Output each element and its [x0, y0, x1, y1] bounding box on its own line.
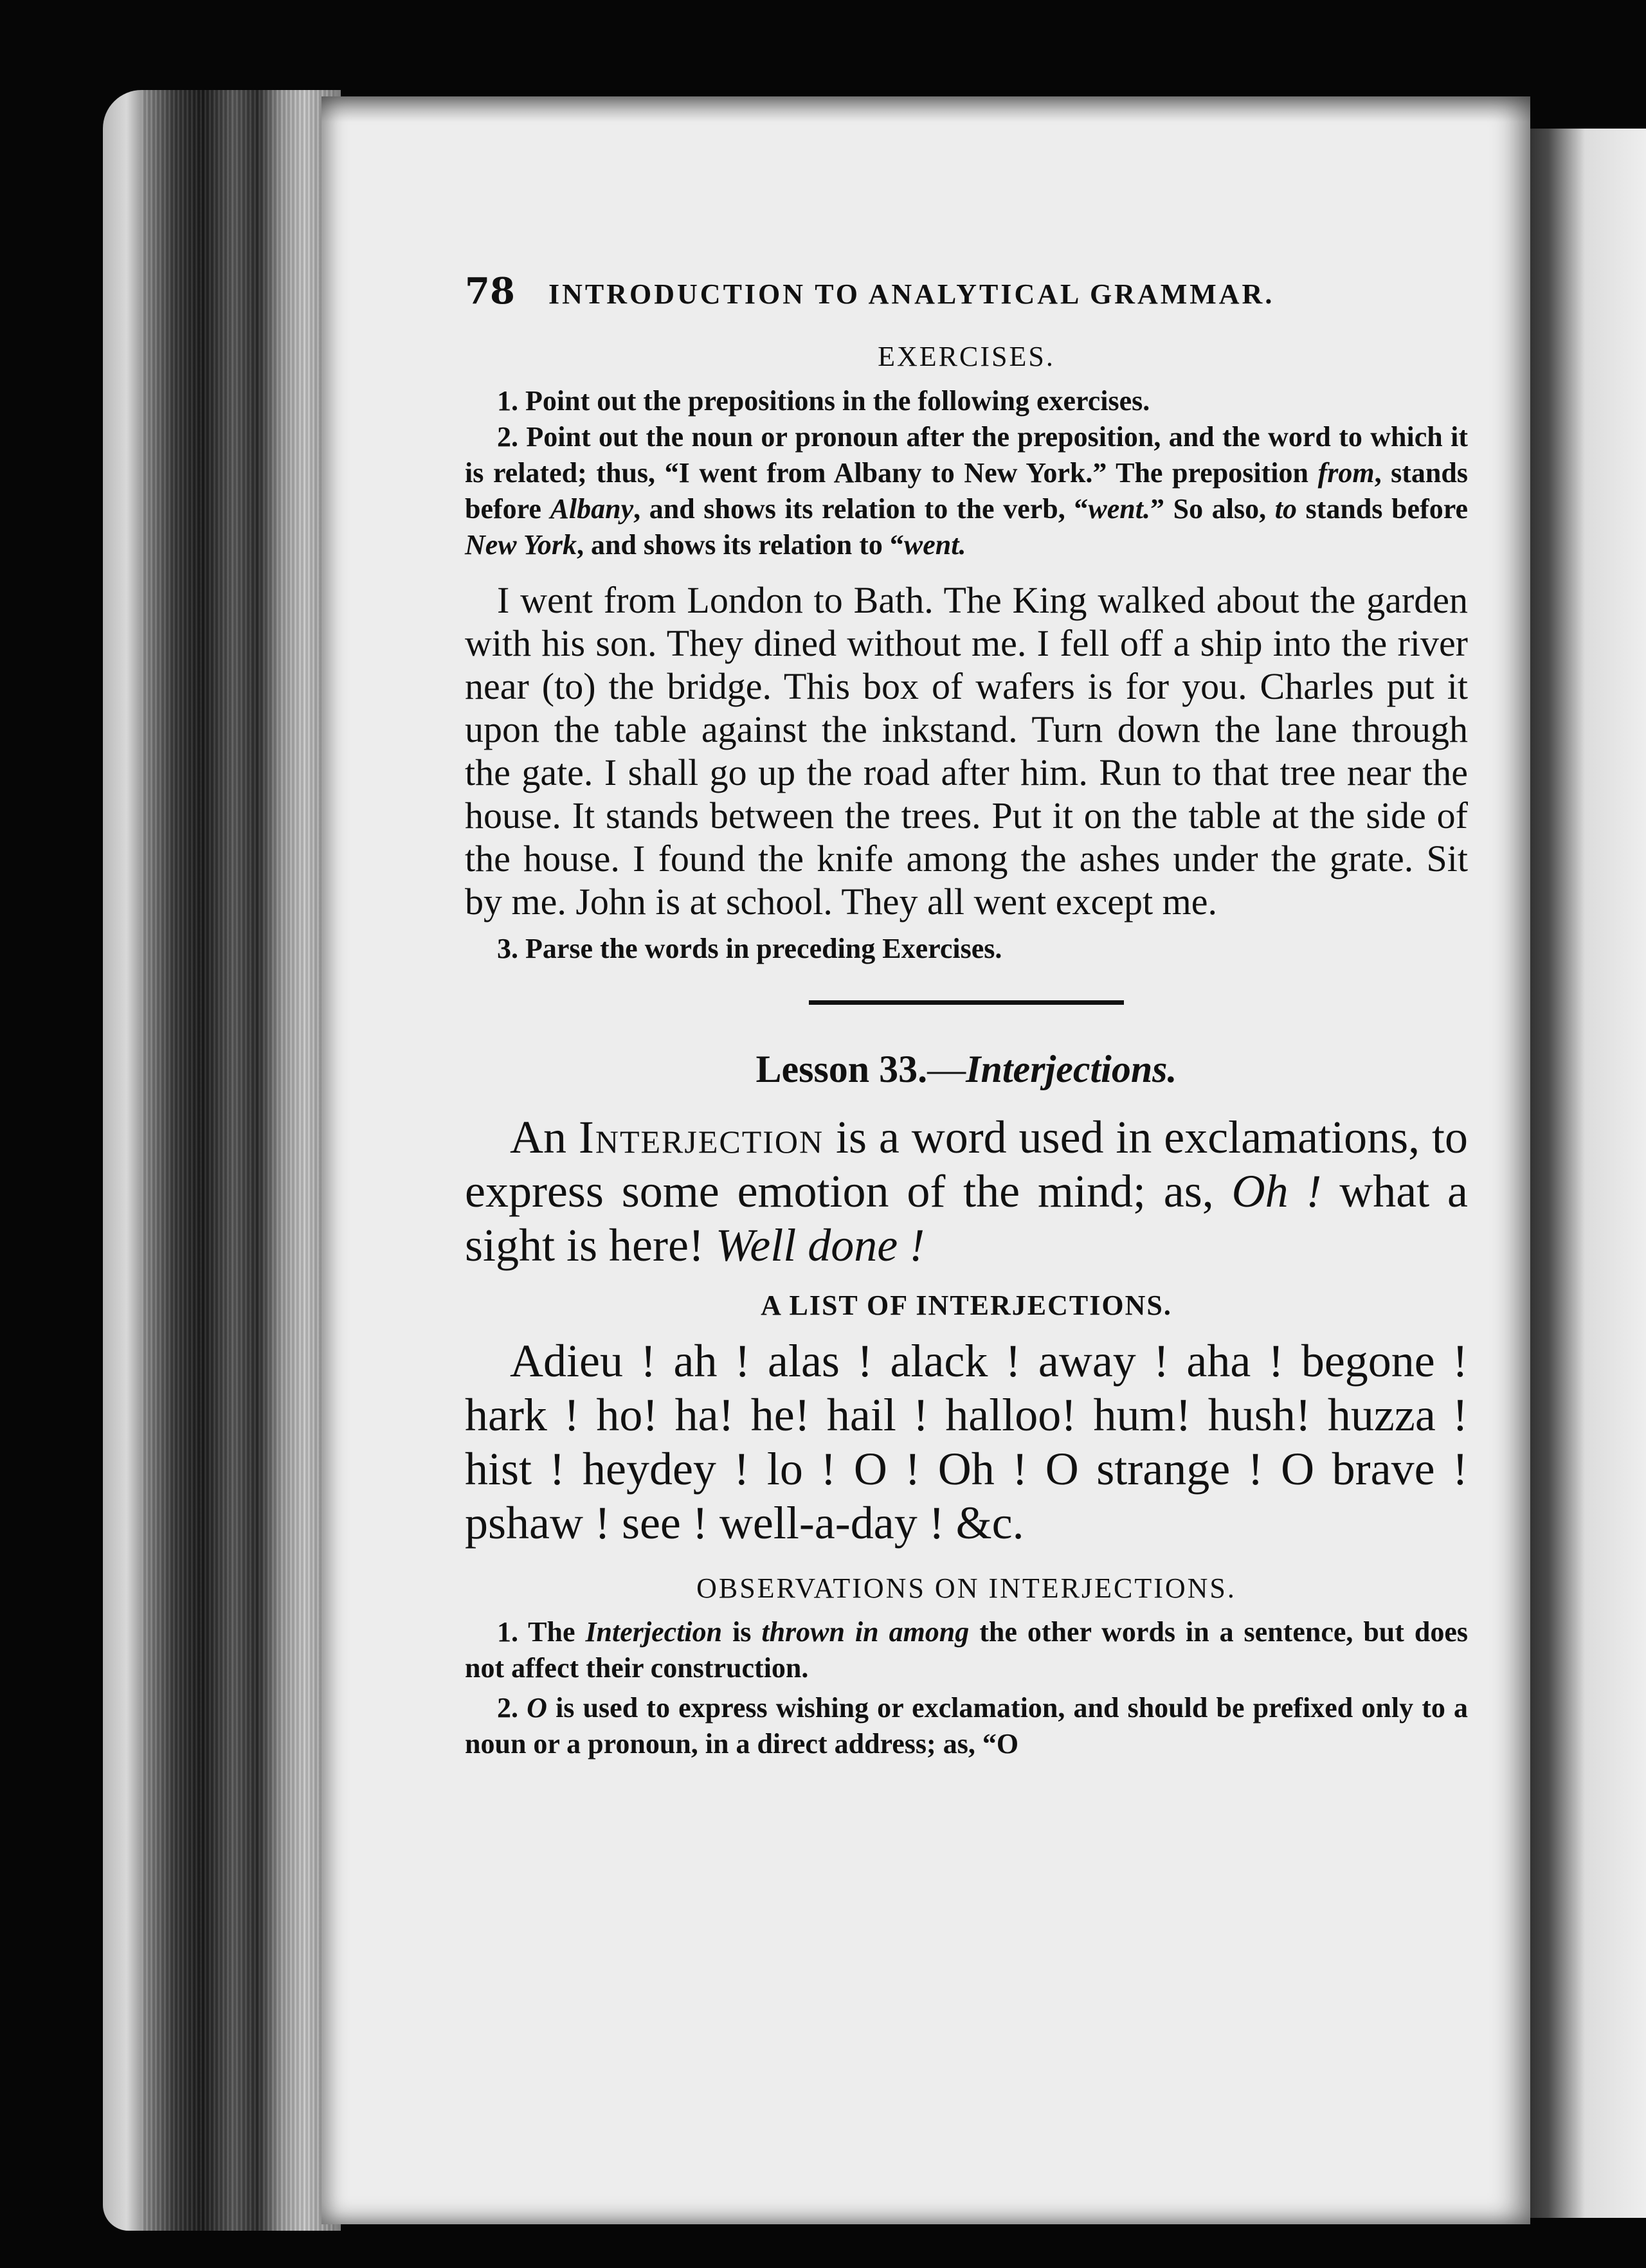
example-oh: Oh !: [1231, 1166, 1322, 1217]
interjection-list: Adieu ! ah ! alas ! alack ! away ! aha ! begone ! hark ! ho! ha! he! hail ! halloo! hum! hush! huzza ! hist ! heydey ! lo ! O ! Oh ! O strange ! O brave ! pshaw ! see ! well-a-day ! &c.: [465, 1335, 1468, 1549]
section-divider: [809, 1000, 1124, 1005]
list-heading: A LIST OF INTERJECTIONS.: [761, 1290, 1172, 1321]
observations-heading: OBSERVATIONS ON INTERJECTIONS.: [696, 1572, 1236, 1604]
interjection-definition: An Interjection is a word used in exclamations, to express some emotion of the mind; as, Oh ! what a sight is here! Well done !: [465, 1112, 1468, 1271]
exercise-passage: I went from London to Bath. The King walked about the garden with his son. They dined without me. I fell off a ship into the river near (to) the bridge. This box of wafers is for you. Charles put it upon the table against the inkstand. Turn down the lane through the gate. I shall go up the road after him. Run to that tree near the house. It stands between the trees. Put it on the table at the side of the house. I found the knife among the ashes under the grate. Sit by me. John is at school. They all went except me.: [465, 579, 1468, 923]
exercise-item-1: 1. Point out the prepositions in the following exercises.: [497, 385, 1150, 417]
book-page: [321, 96, 1530, 2224]
term-interjection: Interjection: [578, 1112, 824, 1163]
observation-2: 2. O is used to express wishing or exclamation, and should be prefixed only to a noun or a pronoun, in a direct address; as, “O: [465, 1692, 1469, 1760]
lesson-title: Lesson 33.—Interjections.: [755, 1048, 1177, 1090]
exercises-heading: EXERCISES.: [878, 341, 1055, 372]
emph-from: from: [1317, 457, 1375, 489]
running-title: INTRODUCTION TO ANALYTICAL GRAMMAR.: [548, 278, 1275, 310]
exercise-item-2: 2. Point out the noun or pronoun after the preposition, and the word to which it is related; thus, “I went from Albany to New York.” The preposition from, stands before Albany, and shows its relation to the verb, “went.” So also, to stands before New York, and shows its relation to “went.: [465, 421, 1468, 561]
exercise-item-3: 3. Parse the words in preceding Exercises.: [497, 933, 1002, 964]
page-content: [465, 270, 1468, 1766]
observation-1: 1. The Interjection is thrown in among the other words in a sentence, but does not affect their construction.: [465, 1616, 1468, 1684]
page-edges: [103, 90, 341, 2231]
example-well-done: Well done !: [715, 1220, 925, 1271]
page-number: 78: [465, 270, 515, 312]
emph-went-2: went.: [903, 529, 966, 561]
running-head: [465, 270, 1468, 334]
facing-page-edge: [1524, 129, 1646, 2218]
emph-albany: Albany: [550, 493, 634, 525]
emph-to: to: [1274, 493, 1297, 525]
emph-new-york: New York: [465, 529, 577, 561]
emph-went: went.: [1088, 493, 1150, 525]
